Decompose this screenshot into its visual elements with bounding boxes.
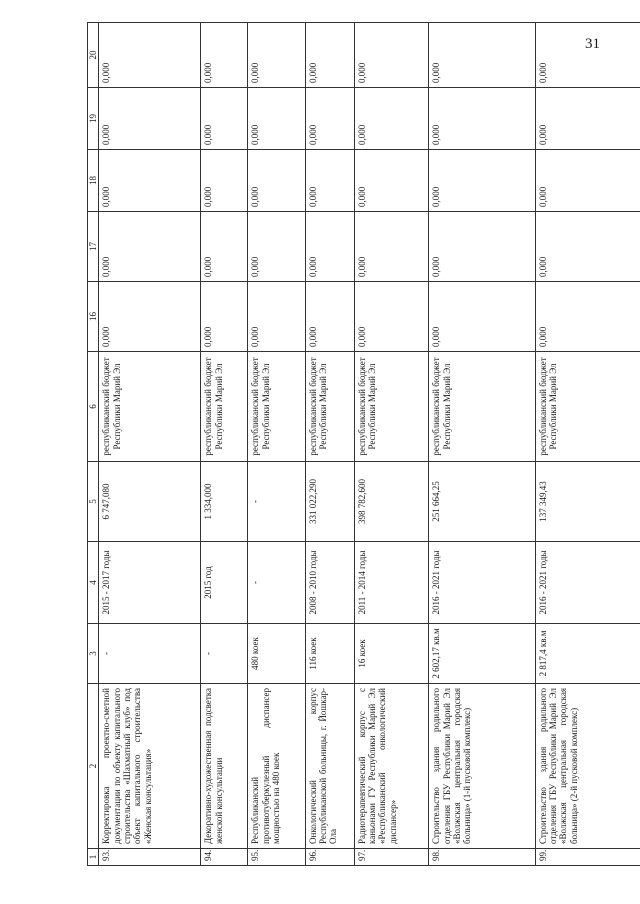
row-number: 96. (305, 849, 354, 866)
value-cell: 0,000 (429, 88, 535, 150)
capacity: 480 коек (248, 624, 305, 684)
value-cell: 0,000 (248, 23, 305, 88)
column-number: 19 (88, 88, 99, 150)
table-row (201, 23, 248, 866)
row-number: 95. (248, 849, 305, 866)
value-cell: 0,000 (201, 282, 248, 352)
construction-period: 2016 - 2021 годы (535, 542, 640, 624)
value-cell: 0,000 (354, 88, 428, 150)
funding-source: республиканский бюджет Республики Марий Эл (201, 352, 248, 462)
rotated-data-table (87, 23, 640, 866)
value-cell: 0,000 (305, 88, 354, 150)
object-name: Строительство здания родильного отделения ГБУ Республики Марий Эл «Волжская центральная городская больница» (2-й пусковой комплекс) (535, 684, 640, 849)
value-cell: 0,000 (535, 88, 640, 150)
funding-source: республиканский бюджет Республики Марий Эл (354, 352, 428, 462)
value-cell: 0,000 (248, 88, 305, 150)
construction-period: 2015 год (201, 542, 248, 624)
capacity: 116 коек (305, 624, 354, 684)
value-cell: 0,000 (535, 212, 640, 282)
estimated-cost: 251 664,25 (429, 462, 535, 542)
row-number: 98. (429, 849, 535, 866)
value-cell: 0,000 (99, 282, 201, 352)
value-cell: 0,000 (535, 23, 640, 88)
value-cell: 0,000 (429, 212, 535, 282)
estimated-cost: 331 022,290 (305, 462, 354, 542)
object-name: Республиканский противотуберкулезный диспансер мощностью на 480 коек (248, 684, 305, 849)
estimated-cost: 137 349,43 (535, 462, 640, 542)
column-number: 20 (88, 23, 99, 88)
table-row (99, 23, 201, 866)
value-cell: 0,000 (429, 23, 535, 88)
value-cell: 0,000 (99, 88, 201, 150)
object-name: Радиотерапевтический корпус с каньонами ГУ Республики Марий Эл «Республиканский онкологический диспансер» (354, 684, 428, 849)
table-row (535, 23, 640, 866)
funding-source: республиканский бюджет Республики Марий Эл (248, 352, 305, 462)
value-cell: 0,000 (535, 150, 640, 212)
object-name: Декоративно-художественная подсветка женской консультации (201, 684, 248, 849)
value-cell: 0,000 (305, 23, 354, 88)
capacity: - (99, 624, 201, 684)
table-row (354, 23, 428, 866)
value-cell: 0,000 (305, 150, 354, 212)
construction-period: 2011 - 2014 годы (354, 542, 428, 624)
column-number: 2 (88, 684, 99, 849)
column-number: 6 (88, 352, 99, 462)
capacity: 2 817,4 кв.м (535, 624, 640, 684)
table-row (248, 23, 305, 866)
investment-table (87, 22, 640, 866)
value-cell: 0,000 (535, 282, 640, 352)
value-cell: 0,000 (99, 150, 201, 212)
funding-source: республиканский бюджет Республики Марий Эл (535, 352, 640, 462)
value-cell: 0,000 (201, 212, 248, 282)
value-cell: 0,000 (354, 282, 428, 352)
construction-period: 2016 - 2021 годы (429, 542, 535, 624)
table-row (305, 23, 354, 866)
construction-period: 2008 - 2010 годы (305, 542, 354, 624)
estimated-cost: 6 747,080 (99, 462, 201, 542)
estimated-cost: 398 782,600 (354, 462, 428, 542)
column-number: 5 (88, 462, 99, 542)
capacity: 16 коек (354, 624, 428, 684)
row-number: 94. (201, 849, 248, 866)
column-number: 4 (88, 542, 99, 624)
construction-period: 2015 - 2017 годы (99, 542, 201, 624)
value-cell: 0,000 (248, 150, 305, 212)
column-number: 17 (88, 212, 99, 282)
value-cell: 0,000 (201, 88, 248, 150)
estimated-cost: 1 334,000 (201, 462, 248, 542)
object-name: Онкологический корпус Республиканской больницы, г. Йошкар-Ола (305, 684, 354, 849)
column-number: 16 (88, 282, 99, 352)
value-cell: 0,000 (248, 212, 305, 282)
value-cell: 0,000 (429, 150, 535, 212)
table-row (429, 23, 535, 866)
object-name: Корректировка проектно-сметной документации по объекту капитального строительства «Шахматный клуб» под объект капитального строительства «Женская консультация» (99, 684, 201, 849)
funding-source: республиканский бюджет Республики Марий Эл (305, 352, 354, 462)
value-cell: 0,000 (201, 150, 248, 212)
value-cell: 0,000 (354, 23, 428, 88)
value-cell: 0,000 (201, 23, 248, 88)
value-cell: 0,000 (429, 282, 535, 352)
funding-source: республиканский бюджет Республики Марий Эл (99, 352, 201, 462)
column-number: 18 (88, 150, 99, 212)
value-cell: 0,000 (354, 212, 428, 282)
value-cell: 0,000 (99, 212, 201, 282)
capacity: 2 602,17 кв.м (429, 624, 535, 684)
column-number: 3 (88, 624, 99, 684)
page-number: 31 (585, 36, 600, 52)
value-cell: 0,000 (99, 23, 201, 88)
value-cell: 0,000 (248, 282, 305, 352)
column-number: 1 (88, 849, 99, 866)
row-number: 93. (99, 849, 201, 866)
value-cell: 0,000 (305, 282, 354, 352)
value-cell: 0,000 (354, 150, 428, 212)
estimated-cost: - (248, 462, 305, 542)
object-name: Строительство здания родильного отделения ГБУ Республики Марий Эл «Волжская центральная городская больница» (1-й пусковой комплекс) (429, 684, 535, 849)
funding-source: республиканский бюджет Республики Марий Эл (429, 352, 535, 462)
row-number: 97. (354, 849, 428, 866)
row-number: 99. (535, 849, 640, 866)
capacity: - (201, 624, 248, 684)
column-numbers-row (88, 23, 99, 866)
value-cell: 0,000 (305, 212, 354, 282)
construction-period: - (248, 542, 305, 624)
